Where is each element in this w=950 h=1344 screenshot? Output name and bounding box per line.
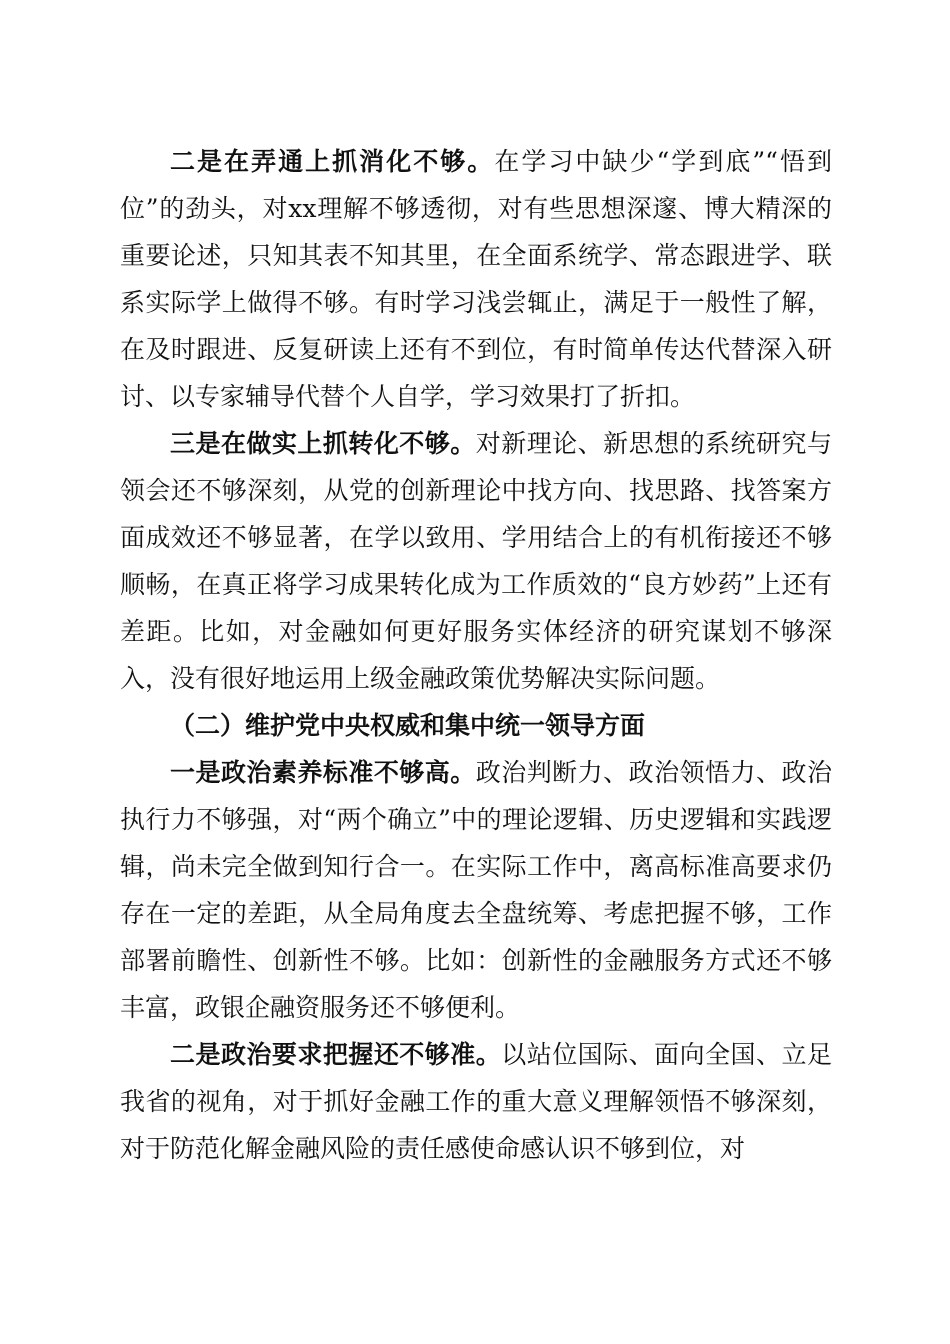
paragraph-lead: 二是在弄通上抓消化不够。 bbox=[170, 147, 495, 176]
paragraph-text: 在学习中缺少“学到底”“悟到位”的劲头，对xx理解不够透彻，对有些思想深邃、博大精深的重要论述，只知其表不知其里，在全面系统学、常态跟进学、联系实际学上做得不够。有时学习浅尝辄止，满足于一般性了解，在及时跟进、反复研读上还有不到位，有时简单传达代替深入研讨、以专家辅导代替个人自学，学习效果打了折扣。 bbox=[120, 147, 832, 411]
document-body bbox=[120, 138, 832, 1172]
paragraph-lead: 二是政治要求把握还不够准。 bbox=[170, 1040, 502, 1069]
paragraph-lead: 三是在做实上抓转化不够。 bbox=[170, 429, 476, 458]
paragraph-understanding bbox=[120, 138, 832, 420]
paragraph-text: 对新理论、新思想的系统研究与领会还不够深刻，从党的创新理论中找方向、找思路、找答案方面成效还不够显著，在学以致用、学用结合上的有机衔接还不够顺畅，在真正将学习成果转化成为工作质效的“良方妙药”上还有差距。比如，对金融如何更好服务实体经济的研究谋划不够深入，没有很好地运用上级金融政策优势解决实际问题。 bbox=[120, 429, 832, 693]
paragraph-political-literacy bbox=[120, 749, 832, 1031]
paragraph-transformation bbox=[120, 420, 832, 702]
section-heading: （二）维护党中央权威和集中统一领导方面 bbox=[170, 711, 646, 740]
paragraph-political-requirements bbox=[120, 1031, 832, 1172]
paragraph-text: 以站位国际、面向全国、立足我省的视角，对于抓好金融工作的重大意义理解领悟不够深刻，对于防范化解金融风险的责任感使命感认识不够到位，对 bbox=[120, 1040, 832, 1163]
paragraph-lead: 一是政治素养标准不够高。 bbox=[170, 758, 476, 787]
paragraph-text: 政治判断力、政治领悟力、政治执行力不够强，对“两个确立”中的理论逻辑、历史逻辑和实践逻辑，尚未完全做到知行合一。在实际工作中，离高标准高要求仍存在一定的差距，从全局角度去全盘统筹、考虑把握不够，工作部署前瞻性、创新性不够。比如：创新性的金融服务方式还不够丰富，政银企融资服务还不够便利。 bbox=[120, 758, 832, 1022]
